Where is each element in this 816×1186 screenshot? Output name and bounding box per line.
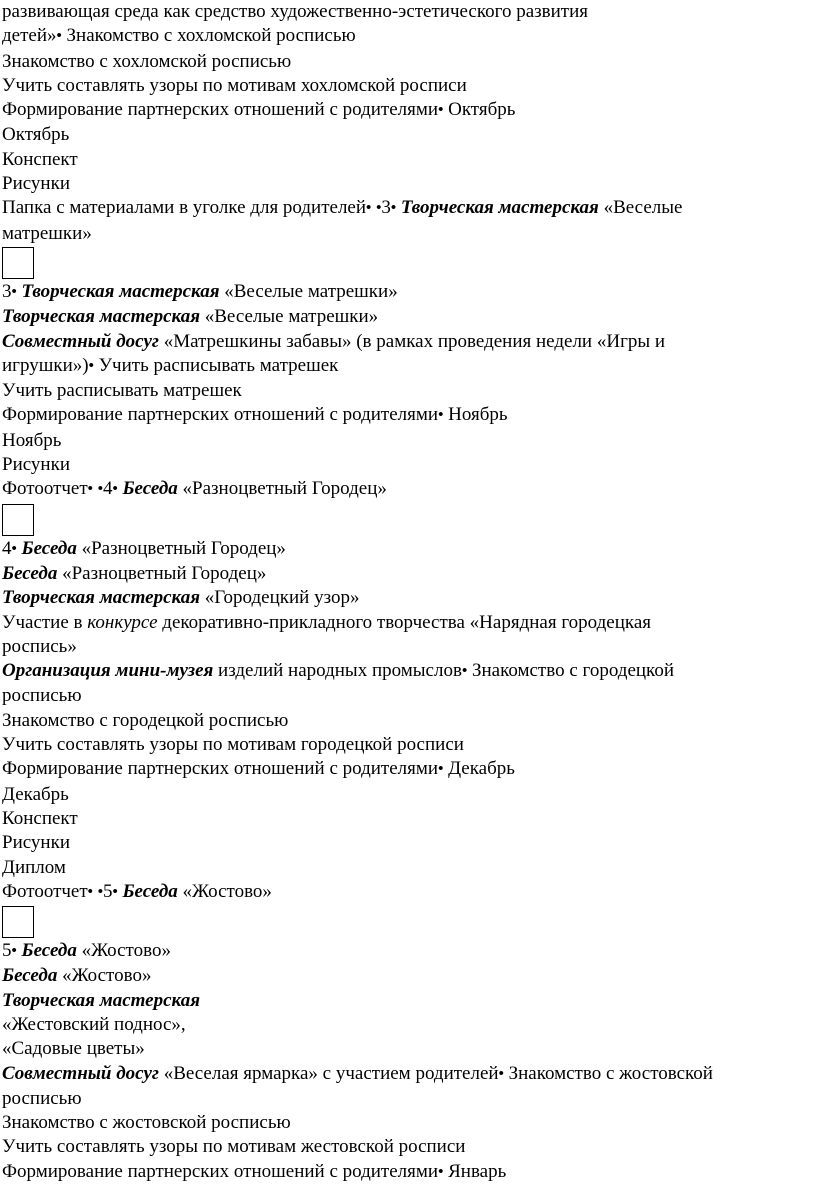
text-line [2,148,814,172]
bold-italic-text: Беседа [2,965,58,987]
text: Учить расписывать матрешек [93,354,339,376]
bullet-icon [438,404,443,425]
text: Учить составлять узоры по мотивам городецкой росписи [2,734,464,756]
text: Фотоотчет [2,880,88,902]
text: Декабрь [443,758,515,780]
text: изделий народных промыслов [213,660,462,682]
text: Знакомство с жостовской [503,1062,713,1084]
text-line [2,280,814,305]
text: Рисунки [2,173,70,195]
text-line [2,807,814,831]
text: матрешки» [2,222,92,244]
bold-italic-text: Беседа [122,478,178,500]
bullet-icon [98,881,103,902]
bullet-icon [438,758,443,779]
text-line [2,586,814,610]
text-line [2,330,814,380]
text: развивающая среда как средство художественно-эстетического развития [2,1,588,22]
text: Учить составлять узоры по мотивам жестовской росписи [2,1136,466,1158]
text: «Жестовский поднос», [2,1013,186,1035]
bullet-icon [366,197,371,218]
bullet-icon [112,478,117,499]
text: Октябрь [2,124,70,146]
text: 5 [2,940,12,962]
bold-italic-text: Беседа [122,880,178,902]
text: Учить составлять узоры по мотивам хохломской росписи [2,74,467,96]
text: Ноябрь [2,429,62,451]
text: Ноябрь [443,404,508,426]
text-line [2,453,814,477]
text-line [2,1013,814,1037]
text-line [2,709,814,733]
text: 3 [2,280,12,302]
text-line [2,1037,814,1061]
text: Папка с материалами в уголке для родителей [2,197,367,219]
text-line [2,379,814,403]
text-line [2,172,814,196]
text: Январь [443,1160,507,1182]
text-line [2,659,814,709]
bullet-icon [88,478,93,499]
bold-italic-text: Творческая мастерская [21,280,220,302]
text-line [2,783,814,807]
text: 4 [102,478,113,500]
text: Знакомство с городецкой [467,660,674,682]
text-line [2,831,814,855]
text: Формирование партнерских отношений с родителями [2,99,439,121]
text-line [2,24,814,49]
text: «Жостово» [177,880,272,902]
text: росписью [2,1087,82,1109]
bold-italic-text: Творческая мастерская [2,587,200,609]
text: 3 [381,197,391,219]
bullet-icon [88,881,93,902]
bullet-icon [438,99,443,120]
text-line [2,50,814,74]
text: «Веселые [598,197,683,219]
bold-italic-text: Творческая мастерская [400,197,599,219]
text-line [2,733,814,757]
text: «Городецкий узор» [199,587,360,609]
text: Октябрь [443,99,516,121]
bullet-icon [112,881,117,902]
bold-italic-text: Организация мини-музея [2,660,214,682]
text: «Жостово» [57,965,152,987]
text-line [2,429,814,453]
text: Участие в [2,611,88,633]
text-line [2,1062,814,1112]
text-line [2,856,814,880]
bullet-icon [499,1063,504,1084]
bold-italic-text: Беседа [21,940,77,962]
text-line [2,98,814,123]
text: «Разноцветный Городец» [57,562,267,584]
text: Фотоотчет [2,478,88,500]
empty-cell-box [2,906,34,938]
text: «Веселые матрешки» [219,280,398,302]
text: «Разноцветный Городец» [76,537,286,559]
text-line [2,1135,814,1159]
text-line [2,537,814,562]
bold-italic-text: Беседа [2,562,58,584]
bold-italic-text: Совместный досуг [2,330,159,352]
text: детей» [2,25,57,47]
text: Знакомство с хохломской росписью [61,25,356,47]
bullet-icon [12,940,17,961]
text-line [2,74,814,98]
text-line [2,562,814,586]
bullet-icon [89,355,94,376]
text: 5 [102,880,113,902]
text: роспись» [2,635,77,657]
text: «Веселые матрешки» [199,306,379,328]
text: Диплом [2,856,66,878]
text-line [2,939,814,964]
text-line [2,964,814,988]
empty-cell-box [2,247,34,279]
text-line [2,1160,814,1185]
text: Рисунки [2,832,70,854]
text: Декабрь [2,783,69,805]
text-line [2,0,814,24]
text: Формирование партнерских отношений с родителями [2,758,439,780]
text-line [2,757,814,782]
text-line [2,880,814,905]
italic-text: конкурсе [87,611,158,633]
bullet-icon [462,660,467,681]
bullet-icon [391,197,396,218]
bullet-icon [12,538,17,559]
empty-cell-box [2,504,34,536]
text: Конспект [2,148,78,170]
bullet-icon [57,25,62,46]
text-line [2,305,814,329]
text-line [2,477,814,502]
text: «Садовые цветы» [2,1038,145,1060]
text: «Матрешкины забавы» (в рамках проведения недели «Игры и [158,330,666,352]
text: игрушки») [2,354,89,376]
text: «Жостово» [76,940,171,962]
text-line [2,403,814,428]
bold-italic-text: Творческая мастерская [2,306,200,328]
text-line [2,989,814,1013]
bullet-icon [438,1161,443,1182]
text: декоративно-прикладного творчества «Нарядная городецкая [157,611,651,633]
text: росписью [2,685,82,707]
text-line [2,196,814,246]
bold-italic-text: Беседа [21,537,77,559]
bullet-icon [98,478,103,499]
text: «Разноцветный Городец» [177,478,387,500]
text: Формирование партнерских отношений с родителями [2,1160,439,1182]
text-line [2,123,814,147]
text: Рисунки [2,454,70,476]
text-line [2,611,814,660]
text: 4 [2,537,12,559]
text: Знакомство с жостовской росписью [2,1112,291,1134]
text: «Веселая ярмарка» с участием родителей [158,1062,499,1084]
text: Знакомство с городецкой росписью [2,709,289,731]
text: Знакомство с хохломской росписью [2,50,292,72]
text: Конспект [2,807,78,829]
text: Учить расписывать матрешек [2,380,242,402]
bold-italic-text: Творческая мастерская [2,989,200,1011]
text: Формирование партнерских отношений с родителями [2,404,439,426]
bold-italic-text: Совместный досуг [2,1062,159,1084]
bullet-icon [376,197,381,218]
text-line [2,1111,814,1135]
bullet-icon [12,281,17,302]
